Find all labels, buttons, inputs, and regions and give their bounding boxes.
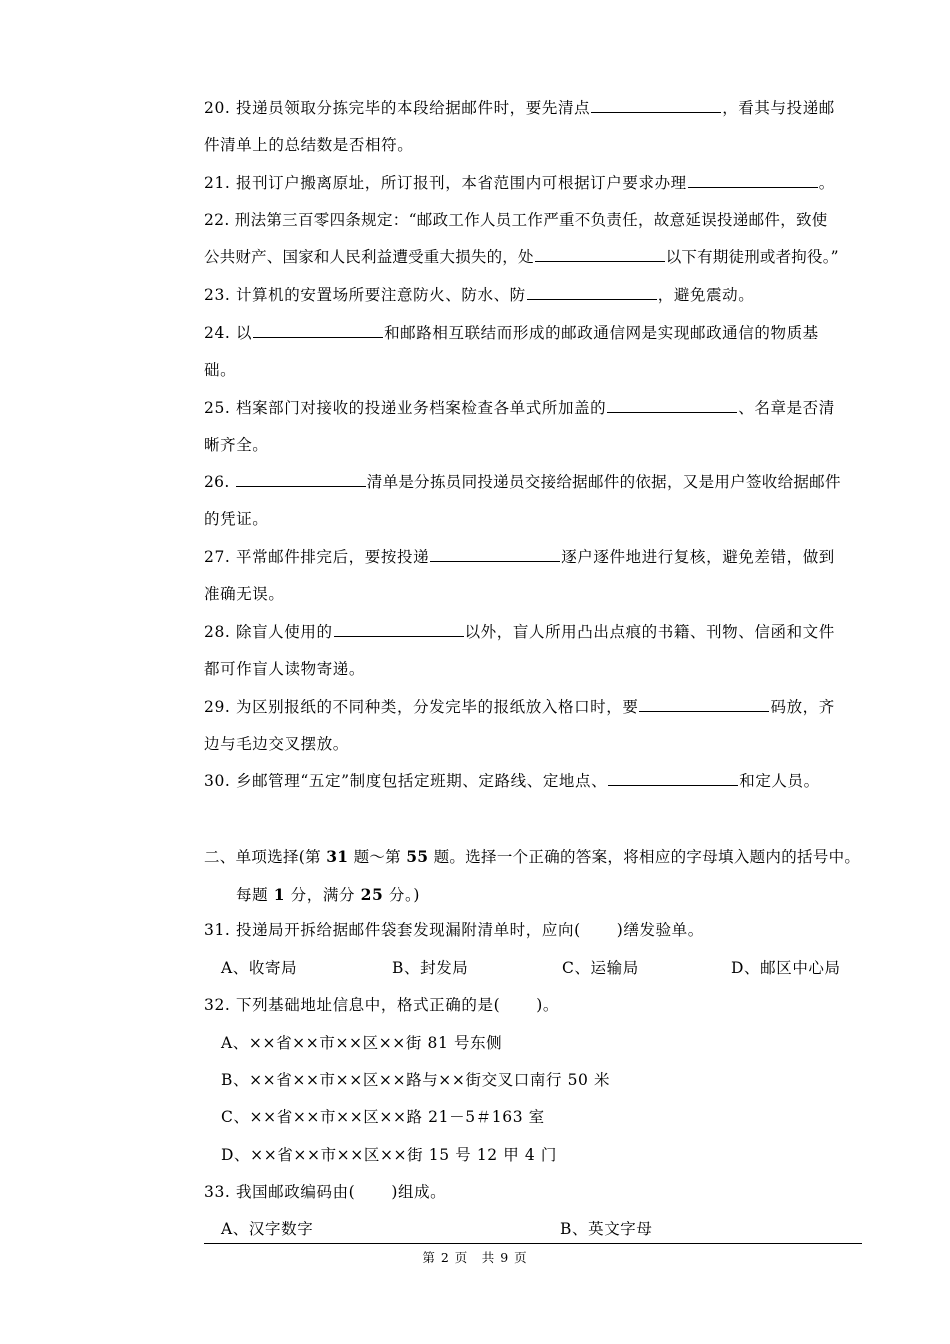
question-text: 以外，盲人所用凸出点痕的书籍、刊物、信函和文件 [464,623,835,641]
question-text: 础。 [204,361,237,379]
section-number: 25 [360,885,384,904]
option-c[interactable]: C、运输局 [562,959,639,977]
option-b[interactable]: B、××省××市××区××路与××街交叉口南行 50 米 [221,1071,611,1089]
question-text: 24. 以 [204,324,253,342]
section-text: 题。选择一个正确的答案，将相应的字母填入题内的括号中。 [428,848,861,866]
question-text: 21. 报刊订户搬离原址，所订报刊，本省范围内可根据订户要求办理 [204,174,687,192]
question-29 [204,689,864,763]
question-text: 件清单上的总结数是否相符。 [204,136,414,154]
question-26 [204,464,864,538]
question-text: 30. 乡邮管理“五定”制度包括定班期、定路线、定地点、 [204,772,608,790]
option-b[interactable]: B、封发局 [392,959,469,977]
question-20 [204,90,864,164]
section-text: 分。) [383,886,420,904]
section-text: 二、单项选择(第 [204,848,327,866]
question-text: 28. 除盲人使用的 [204,623,333,641]
question-31 [204,912,864,949]
footer-divider [204,1243,862,1244]
option-a[interactable]: A、收寄局 [221,959,298,977]
question-text: 的凭证。 [204,510,269,528]
question-text: 31. 投递局开拆给据邮件袋套发现漏附清单时，应向( [204,921,581,939]
question-text: )组成。 [391,1183,447,1201]
answer-blank[interactable] [253,323,383,338]
answer-blank[interactable] [535,247,665,262]
question-text: 和定人员。 [739,772,820,790]
question-text: 公共财产、国家和人民利益遭受重大损失的，处 [204,248,534,266]
question-text: ，看其与投递邮 [722,99,835,117]
options-32 [221,1025,861,1175]
question-24 [204,315,864,389]
question-text: 准确无误。 [204,585,285,603]
question-27 [204,539,864,613]
question-text: 逐户逐件地进行复核，避免差错，做到 [561,548,835,566]
question-33 [204,1174,864,1211]
question-text: 26. [204,473,235,491]
question-text: 边与毛边交叉摆放。 [204,735,349,753]
section-text: 分，满分 [285,886,361,904]
question-text: 清单是分拣员同投递员交接给据邮件的依据，又是用户签收给据邮件 [366,473,841,491]
question-text: )缮发验单。 [616,921,704,939]
section-text: 题～第 [348,848,407,866]
option-a[interactable]: A、汉字数字 [221,1220,314,1238]
question-text: 33. 我国邮政编码由( [204,1183,356,1201]
option-d[interactable]: D、邮区中心局 [731,959,841,977]
question-text: 。 [818,174,835,192]
answer-blank[interactable] [639,697,769,712]
question-text: )。 [536,996,559,1014]
question-text: 25. 档案部门对接收的投递业务档案检查各单式所加盖的 [204,399,607,417]
question-text: 、名章是否清 [738,399,835,417]
option-d[interactable]: D、××省××市××区××街 15 号 12 甲 4 门 [221,1146,557,1164]
question-text: 20. 投递员领取分拣完毕的本段给据邮件时，要先清点 [204,99,591,117]
question-28 [204,614,864,688]
question-32 [204,987,864,1024]
question-text: 23. 计算机的安置场所要注意防火、防水、防 [204,286,526,304]
option-b[interactable]: B、英文字母 [560,1220,653,1238]
answer-blank[interactable] [688,173,818,188]
question-text: 29. 为区别报纸的不同种类，分发完毕的报纸放入格口时，要 [204,698,639,716]
question-23 [204,277,864,314]
page-number: 第 2 页 共 9 页 [422,1250,528,1265]
options-31 [221,950,861,987]
question-text: 以下有期徒刑或者拘役。” [665,248,839,266]
section-text: 每题 [236,886,274,904]
answer-blank[interactable] [334,622,464,637]
question-text: 都可作盲人读物寄递。 [204,660,366,678]
section-number: 31 [326,847,349,866]
answer-blank[interactable] [430,547,560,562]
question-text: ，避免震动。 [657,286,755,304]
question-text: 和邮路相互联结而形成的邮政通信网是实现邮政通信的物质基 [384,324,819,342]
section-number: 1 [273,885,286,904]
question-text: 码放，齐 [770,698,835,716]
question-text: 27. 平常邮件排完后，要按投递 [204,548,430,566]
question-22 [204,202,864,276]
question-text: 22. 刑法第三百零四条规定：“邮政工作人员工作严重不负责任，故意延误投递邮件，致使 [204,211,828,229]
answer-blank[interactable] [527,285,657,300]
answer-blank[interactable] [591,98,721,113]
question-30 [204,763,864,800]
option-c[interactable]: C、××省××市××区××路 21－5＃163 室 [221,1108,545,1126]
answer-blank[interactable] [607,398,737,413]
option-a[interactable]: A、××省××市××区××街 81 号东侧 [221,1034,503,1052]
answer-blank[interactable] [608,771,738,786]
answer-blank[interactable] [236,472,366,487]
question-text: 晰齐全。 [204,436,269,454]
question-21 [204,165,864,202]
section-heading [204,838,864,914]
section-number: 55 [406,847,429,866]
question-25 [204,390,864,464]
question-text: 32. 下列基础地址信息中，格式正确的是( [204,996,501,1014]
